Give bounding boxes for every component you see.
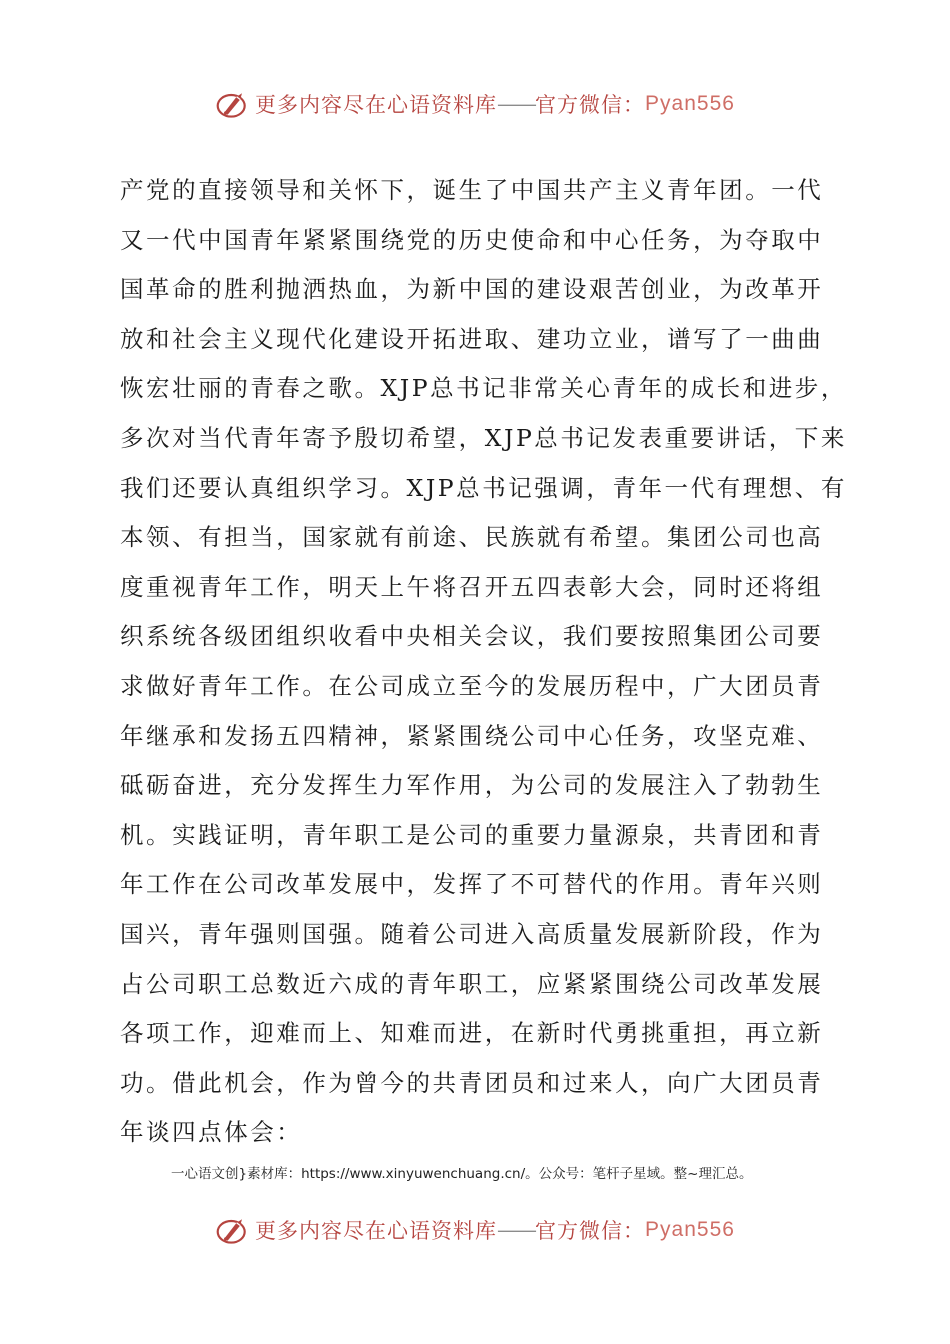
body-line: 放和社会主义现代化建设开拓进取、建功立业，谱写了一曲曲 bbox=[120, 324, 824, 353]
banner-wechat-label: 官方微信： bbox=[535, 1219, 646, 1243]
body-line: 砥砺奋进，充分发挥生力军作用，为公司的发展注入了勃勃生 bbox=[120, 771, 824, 800]
pen-nib-circle-icon bbox=[215, 1212, 251, 1248]
body-line: 国革命的胜利抛洒热血，为新中国的建设艰苦创业，为改革开 bbox=[120, 275, 824, 304]
body-line: 本领、有担当，国家就有前途、民族就有希望。集团公司也高 bbox=[120, 523, 824, 552]
body-line: 我们还要认真组织学习。XJP总书记强调，青年一代有理想、有 bbox=[120, 473, 847, 502]
pen-nib-circle-icon bbox=[215, 86, 251, 122]
banner-title: 更多内容尽在心语资料库 bbox=[255, 93, 498, 117]
banner-dash: —— bbox=[497, 92, 536, 116]
banner-wechat-id: Pyan556 bbox=[645, 1218, 735, 1241]
body-line: 机。实践证明，青年职工是公司的重要力量源泉，共青团和青 bbox=[120, 820, 824, 849]
body-line: 度重视青年工作，明天上午将召开五四表彰大会，同时还将组 bbox=[120, 572, 824, 601]
body-line: 年继承和发扬五四精神，紧紧围绕公司中心任务，攻坚克难、 bbox=[120, 721, 824, 750]
body-line: 各项工作，迎难而上、知难而进，在新时代勇挑重担，再立新 bbox=[120, 1019, 824, 1048]
body-line: 年谈四点体会： bbox=[120, 1118, 303, 1147]
source-footnote: 一心语文创}素材库：https://www.xinyuwenchuang.cn/。公众号：笔杆子星域。整~理汇总。 bbox=[171, 1166, 753, 1182]
banner-dash: —— bbox=[497, 1218, 536, 1242]
body-line: 国兴，青年强则国强。随着公司进入高质量发展新阶段，作为 bbox=[120, 919, 824, 948]
body-line: 求做好青年工作。在公司成立至今的发展历程中，广大团员青 bbox=[120, 671, 824, 700]
body-line: 产党的直接领导和关怀下，诞生了中国共产主义青年团。一代 bbox=[120, 176, 824, 204]
body-line: 织系统各级团组织收看中央相关会议，我们要按照集团公司要 bbox=[120, 622, 824, 651]
body-line: 年工作在公司改革发展中，发挥了不可替代的作用。青年兴则 bbox=[120, 870, 824, 899]
body-line: 功。借此机会，作为曾今的共青团员和过来人，向广大团员青 bbox=[120, 1068, 824, 1097]
header-banner bbox=[0, 80, 950, 128]
body-line: 恢宏壮丽的青春之歌。XJP总书记非常关心青年的成长和进步， bbox=[120, 374, 847, 403]
banner-title: 更多内容尽在心语资料库 bbox=[255, 1219, 498, 1243]
document-body bbox=[120, 166, 847, 1158]
body-line: 占公司职工总数近六成的青年职工，应紧紧围绕公司改革发展 bbox=[120, 969, 824, 998]
banner-wechat-label: 官方微信： bbox=[535, 93, 646, 117]
footer-banner bbox=[0, 1206, 950, 1254]
body-line: 多次对当代青年寄予殷切希望，XJP总书记发表重要讲话，下来 bbox=[120, 423, 847, 452]
banner-wechat-id: Pyan556 bbox=[645, 92, 735, 115]
body-line: 又一代中国青年紧紧围绕党的历史使命和中心任务，为夺取中 bbox=[120, 225, 824, 254]
